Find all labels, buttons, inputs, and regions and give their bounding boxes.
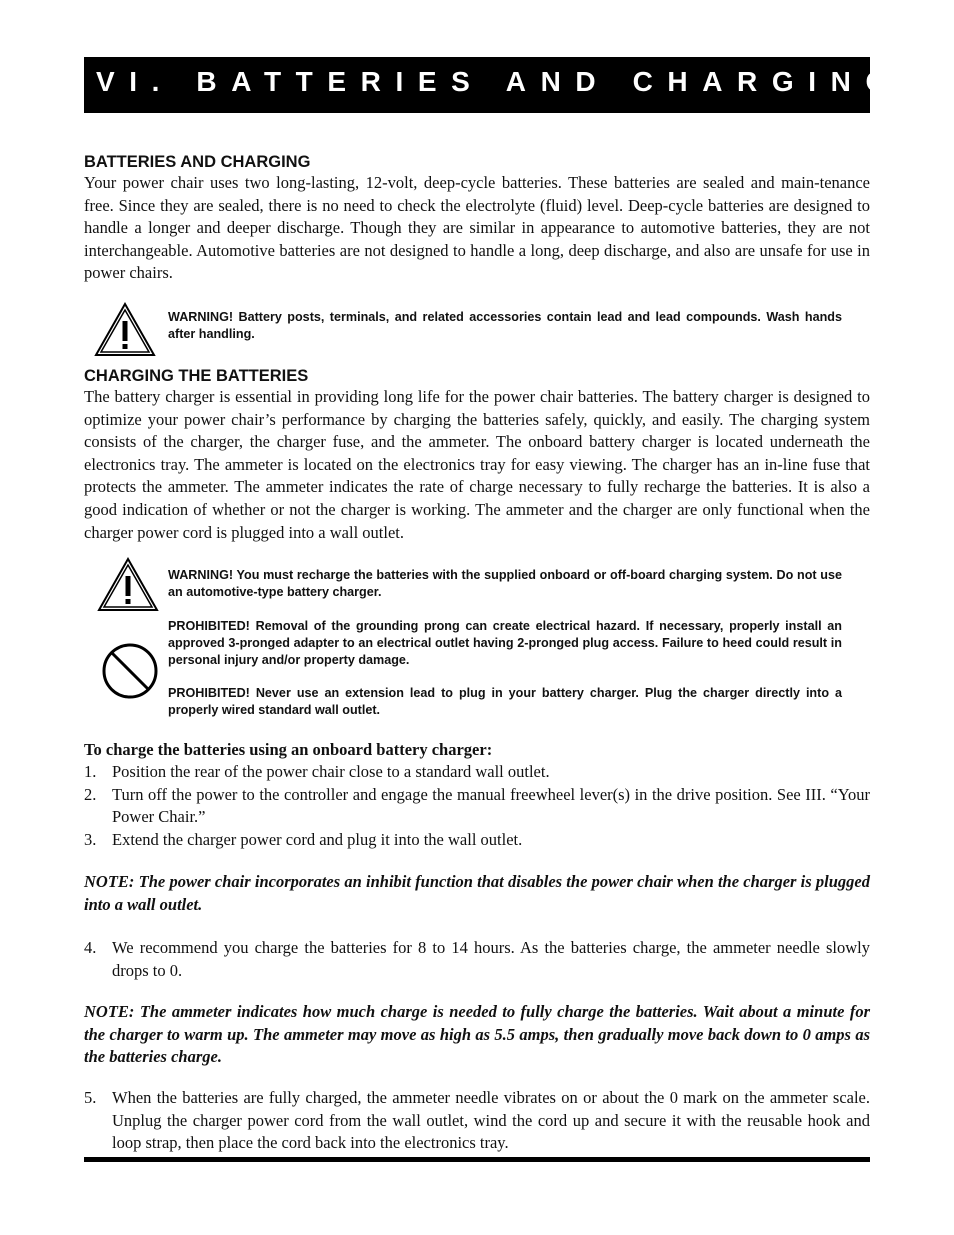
- list-item: 1. Position the rear of the power chair close to a standard wall outlet.: [84, 762, 550, 781]
- steps-list-a: [84, 761, 870, 851]
- charging-section: [84, 366, 870, 544]
- prohibited-grounding-text: PROHIBITED! Removal of the grounding prong can create electrical hazard. If necessary, properly install an approved 3-pronged adapter to an electrical outlet having 2-pronged plug access. Failure to heed could result in personal injury and/or property damage.: [168, 619, 842, 667]
- warning-triangle-icon: [94, 302, 156, 357]
- steps-list-b: [84, 937, 870, 982]
- section-body: Your power chair uses two long-lasting, 12-volt, deep-cycle batteries. These batteries are sealed and main-tenance free. Since they are sealed, there is no need to check the electrolyte (fluid) level. Deep-cycle batteries are designed to handle a longer and deeper discharge. Though they are similar in appearance to automotive batteries, they are not interchangeable. Automotive batteries are not designed to handle a long, deep discharge, and also are unsafe for use in power chairs.: [84, 173, 870, 283]
- batteries-section: [84, 152, 870, 285]
- list-item: 4. We recommend you charge the batteries for 8 to 14 hours. As the batteries charge, the ammeter needle slowly drops to 0.: [84, 938, 870, 980]
- note-inhibit: NOTE: The power chair incorporates an inhibit function that disables the power chair when the charger is plugged into a wall outlet.: [84, 872, 870, 914]
- list-item: 3. Extend the charger power cord and plug it into the wall outlet.: [84, 829, 523, 849]
- warning-triangle-icon: [97, 557, 159, 612]
- warning-charger-text: WARNING! You must recharge the batteries with the supplied onboard or off-board charging system. Do not use an automotive-type battery charger.: [168, 568, 842, 599]
- list-item: 2. Turn off the power to the controller and engage the manual freewheel lever(s) in the drive position. See III. “Your Power Chair.”: [84, 784, 870, 827]
- steps-list-c: [84, 1087, 870, 1155]
- section-body: The battery charger is essential in providing long life for the power chair batteries. The battery charger is designed to optimize your power chair’s performance by charging the batteries safely, quickly, and easily. The charging system consists of the charger, the charger fuse, and the ammeter. The onboard battery charger is located underneath the electronics tray. The ammeter is located on the electronics tray for easy viewing. The charger has an in-line fuse that protects the ammeter. The ammeter indicates the rate of charge necessary to fully recharge the batteries. It is also a good indication of whether or not the charger is working. The ammeter and the charger are only functional when the charger power cord is plugged into a wall outlet.: [84, 387, 870, 542]
- warning-lead-text: WARNING! Battery posts, terminals, and related accessories contain lead and lead compounds. Wash hands after handling.: [168, 310, 842, 341]
- footer-rule: [84, 1157, 870, 1162]
- procedure-intro: To charge the batteries using an onboard battery charger:: [84, 740, 493, 759]
- prohibited-circle-icon: [101, 642, 159, 700]
- list-item: 5. When the batteries are fully charged, the ammeter needle vibrates on or about the 0 mark on the ammeter scale. Unplug the charger power cord from the wall outlet, wind the cord up and secure it with the reusable hook and loop strap, then place the cord back into the electronics tray.: [84, 1088, 870, 1153]
- chapter-title: VI. BATTERIES AND CHARGING: [96, 66, 902, 97]
- section-heading: BATTERIES AND CHARGING: [84, 153, 311, 171]
- chapter-banner: [84, 57, 902, 113]
- section-heading: CHARGING THE BATTERIES: [84, 367, 309, 385]
- prohibited-extension-text: PROHIBITED! Never use an extension lead to plug in your battery charger. Plug the charger directly into a properly wired standard wall outlet.: [168, 686, 842, 717]
- note-ammeter: NOTE: The ammeter indicates how much charge is needed to fully charge the batteries. Wait about a minute for the charger to warm up. The ammeter may move as high as 5.5 amps, then gradually move back down to 0 amps as the batteries charge.: [84, 1002, 870, 1067]
